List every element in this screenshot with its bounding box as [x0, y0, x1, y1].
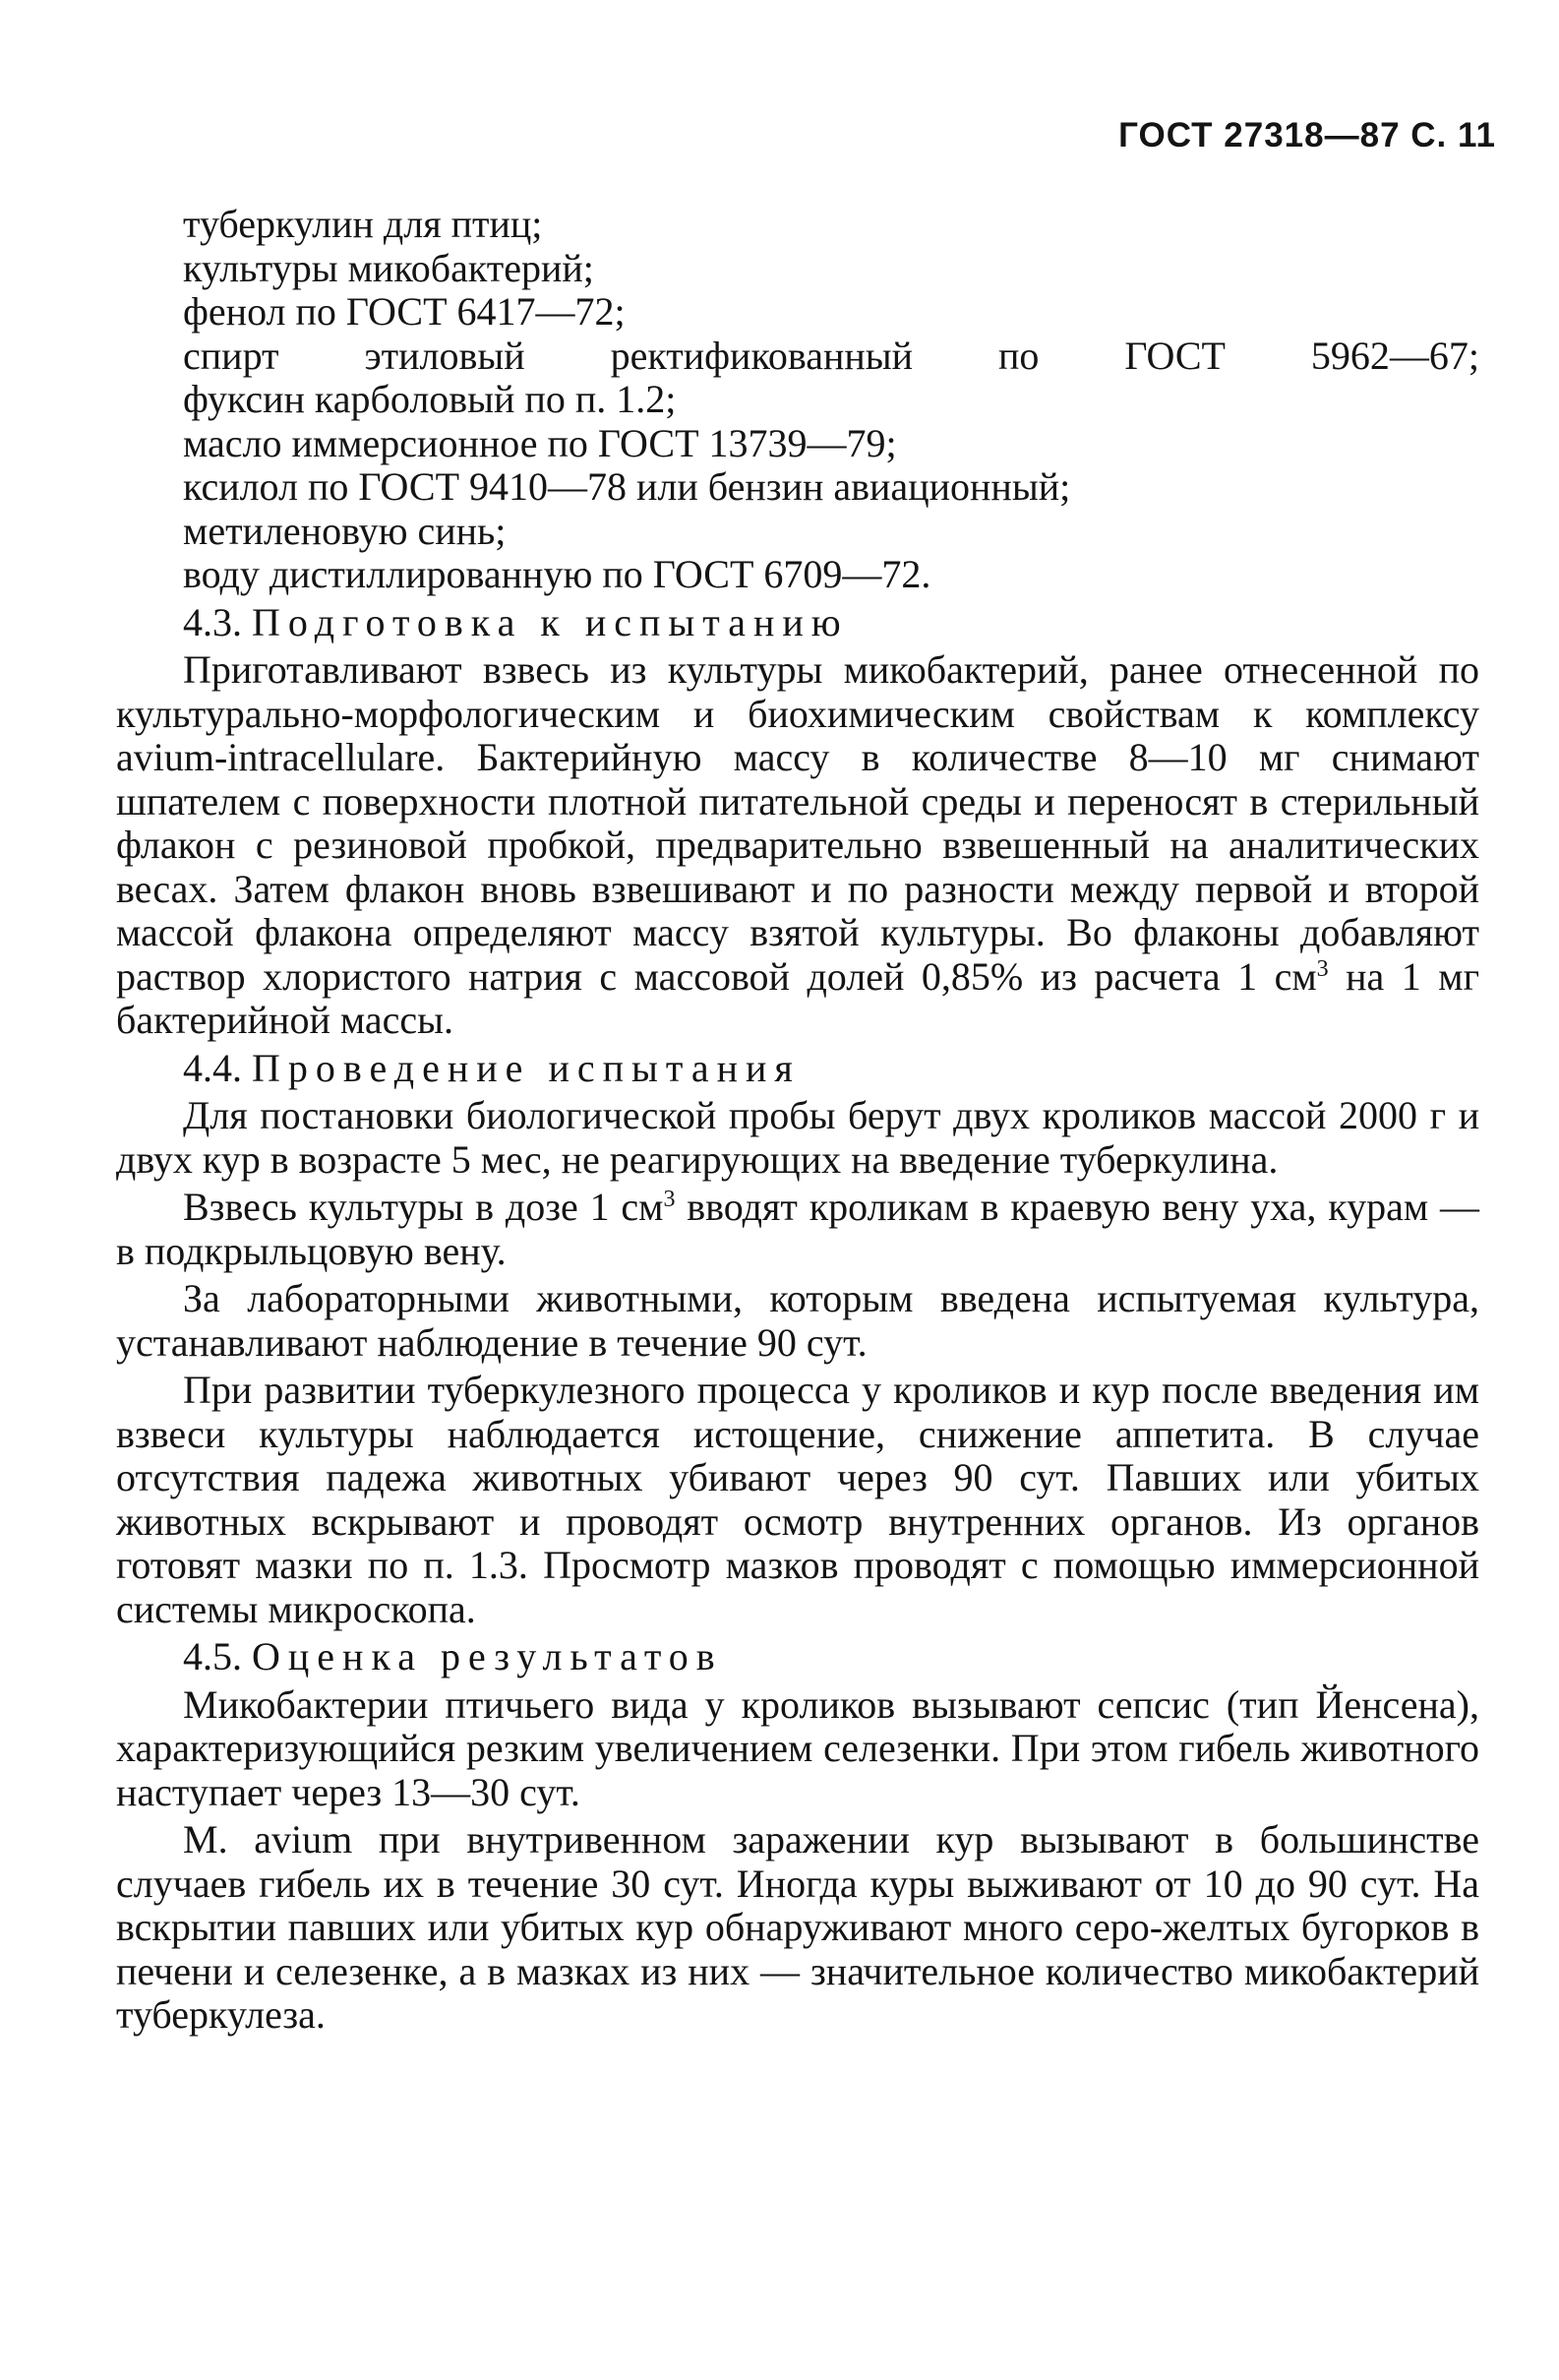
section-heading-4-5 [116, 1635, 1479, 1679]
section-title: Проведение испытания [252, 1045, 801, 1090]
superscript: 3 [663, 1187, 676, 1212]
paragraph-text: вводят кроликам в краевую вену уха, курам — в подкрыльцовую вену. [116, 1185, 1479, 1273]
section-number: 4.3. [183, 599, 242, 644]
list-item: ксилол по ГОСТ 9410—78 или бензин авиационный; [183, 464, 1071, 509]
page-content [116, 203, 1479, 2042]
superscript: 3 [1316, 955, 1329, 982]
running-header: ГОСТ 27318—87 С. 11 [1118, 116, 1496, 154]
section-title: Подготовка к испытанию [252, 599, 849, 644]
paragraph: За лабораторными животными, которым введена испытуемая культура, устанавливают наблюдение в течение 90 сут. [116, 1276, 1479, 1365]
paragraph-text: Взвесь культуры в дозе 1 см [183, 1185, 664, 1229]
list-item: метиленовую синь; [183, 508, 507, 553]
paragraph [116, 1186, 1479, 1273]
list-item: спирт этиловый ректификованный по ГОСТ 5962—67; [183, 333, 1479, 378]
section-title: Оценка результатов [252, 1634, 723, 1678]
list-item: туберкулин для птиц; [183, 202, 543, 246]
list-item: фенол по ГОСТ 6417—72; [183, 289, 626, 334]
section-heading-4-4 [116, 1047, 1479, 1091]
paragraph: Микобактерии птичьего вида у кроликов вызывают сепсис (тип Йенсена), характеризующийся резким увеличением селезенки. При этом гибель животного наступает через 13—30 сут. [116, 1681, 1479, 1814]
paragraph-text: Приготавливают взвесь из культуры микобактерий, ранее отнесенной по культурально-морфологическим и биохимическим свойствам к комплексу avium-intracellulare. Бактерийную массу в количестве 8—10 мг снимают шпателем с поверхности плотной питательной среды и переносят в стерильный флакон с резиновой пробкой, предварительно взвешенный на аналитических весах. Затем флакон вновь взвешивают и по разности между первой и второй массой флакона определяют массу взятой культуры. Во флаконы добавляют раствор хлористого натрия с массовой долей 0,85% из расчета 1 см [116, 647, 1479, 999]
section-number: 4.5. [183, 1634, 242, 1678]
list-item: масло иммерсионное по ГОСТ 13739—79; [183, 420, 897, 465]
list-item: фуксин карболовый по п. 1.2; [183, 377, 677, 421]
paragraph-text: на 1 мг бактерийной массы. [116, 953, 1479, 1042]
paragraph: M. avium при внутривенном заражении кур вызывают в большинстве случаев гибель их в течение 30 сут. Иногда куры выживают от 10 до 90 сут. На вскрытии павших или убитых кур обнаруживают много серо-желтых бугорков в печени и селезенке, а в мазках из них — значительное количество микобактерий туберкулеза. [116, 1817, 1479, 2037]
section-heading-4-3 [116, 601, 1479, 645]
paragraph: При развитии туберкулезного процесса у кроликов и кур после введения им взвеси культуры наблюдается истощение, снижение аппетита. В случае отсутствия падежа животных убивают через 90 сут. Павших или убитых животных вскрывают и проводят осмотр внутренних органов. Из органов готовят мазки по п. 1.3. Просмотр мазков проводят с помощью иммерсионной системы микроскопа. [116, 1368, 1479, 1631]
materials-list [116, 203, 1479, 597]
section-number: 4.4. [183, 1045, 242, 1090]
paragraph [116, 648, 1479, 1043]
paragraph: Для постановки биологической пробы берут двух кроликов массой 2000 г и двух кур в возрасте 5 мес, не реагирующих на введение туберкулина. [116, 1093, 1479, 1182]
list-item: культуры микобактерий; [183, 245, 594, 290]
list-item: воду дистиллированную по ГОСТ 6709—72. [183, 552, 931, 596]
